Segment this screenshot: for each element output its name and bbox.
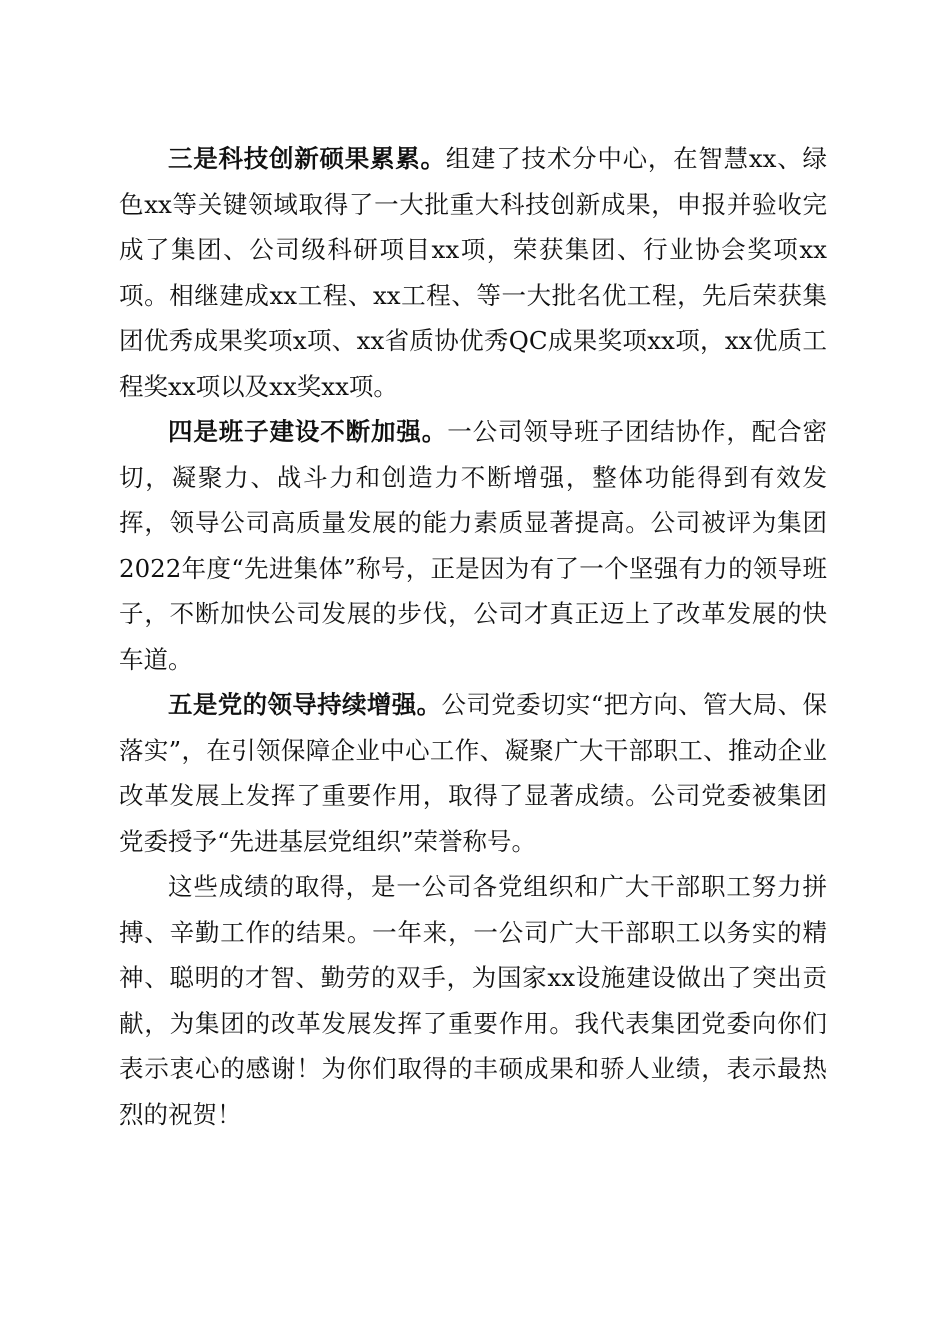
- paragraph-text: 一公司领导班子团结协作，配合密切，凝聚力、战斗力和创造力不断增强，整体功能得到有效发挥，领导公司高质量发展的能力素质显著提高。公司被评为集团2022年度“先进集体”称号，正是因为有了一个坚强有力的领导班子，不断加快公司发展的步伐，公司才真正迈上了改革发展的快车道。: [119, 417, 828, 674]
- paragraph-lead: 三是科技创新硕果累累。: [168, 144, 446, 173]
- paragraph-text: 公司党委切实“把方向、管大局、保落实”，在引领保障企业中心工作、凝聚广大干部职工、推动企业改革发展上发挥了重要作用，取得了显著成绩。公司党委被集团党委授予“先进基层党组织”荣誉称号。: [119, 690, 828, 856]
- paragraph-tech-innovation: [119, 136, 827, 409]
- paragraph-text: 这些成绩的取得，是一公司各党组织和广大干部职工努力拼搏、辛勤工作的结果。一年来，一公司广大干部职工以务实的精神、聪明的才智、勤劳的双手，为国家xx设施建设做出了突出贡献，为集团的改革发展发挥了重要作用。我代表集团党委向你们表示衷心的感谢！为你们取得的丰硕成果和骄人业绩，表示最热烈的祝贺！: [119, 872, 827, 1129]
- document-body: [119, 136, 827, 1137]
- paragraph-lead: 五是党的领导持续增强。: [168, 690, 442, 719]
- paragraph-team-building: [119, 409, 827, 682]
- paragraph-text: 组建了技术分中心，在智慧xx、绿色xx等关键领域取得了一大批重大科技创新成果，申报并验收完成了集团、公司级科研项目xx项，荣获集团、行业协会奖项xx项。相继建成xx工程、xx工程、等一大批名优工程，先后荣获集团优秀成果奖项x项、xx省质协优秀QC成果奖项xx项，xx优质工程奖xx项以及xx奖xx项。: [119, 144, 827, 401]
- paragraph-party-leadership: [119, 682, 827, 864]
- paragraph-conclusion: [119, 864, 827, 1137]
- paragraph-lead: 四是班子建设不断加强。: [168, 417, 448, 446]
